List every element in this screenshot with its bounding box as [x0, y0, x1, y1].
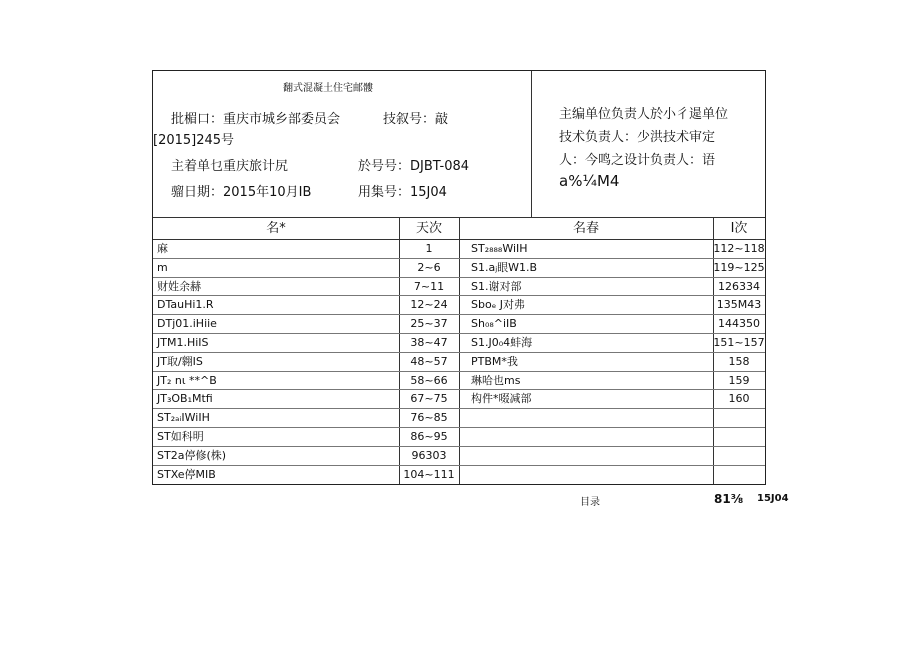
document-frame	[152, 70, 766, 485]
row-pages-right: 135M43	[716, 298, 762, 312]
row-pages-left: 1	[425, 242, 433, 255]
row-name-left: ST如科明	[157, 430, 204, 443]
row-pages-right: 112~118	[713, 242, 765, 255]
approval-text: 批楣口：重庆市城乡部委员会	[171, 112, 341, 127]
row-pages-right: 119~125	[713, 260, 765, 274]
doc-number: [2015]245号	[153, 133, 235, 148]
row-name-left: ST₂ₐᵢIWiIH	[157, 411, 210, 425]
table-row-line	[153, 446, 765, 447]
table-row-line	[153, 408, 765, 409]
header-name-2: 名春	[572, 221, 599, 236]
row-pages-left: 12~24	[410, 298, 448, 312]
table-row-line	[153, 295, 765, 296]
row-pages-right: 159	[728, 373, 750, 387]
row-pages-left: 76~85	[410, 411, 448, 425]
row-pages-left: 25~37	[410, 317, 448, 331]
row-pages-left: 96303	[411, 448, 447, 462]
row-pages-left: 58~66	[410, 373, 448, 387]
table-row-line	[153, 333, 765, 334]
row-pages-right: 144350	[718, 317, 760, 331]
table-row-line	[153, 427, 765, 428]
table-row-line	[153, 277, 765, 278]
table-row-line	[153, 389, 765, 390]
row-name-right: 构件*啜减部	[471, 392, 532, 406]
row-name-left: 财姓余赫	[157, 279, 201, 293]
responsible-line-2: 技术负责人：少洪技术审定	[559, 130, 716, 145]
row-pages-right: 160	[728, 392, 750, 406]
row-name-left: 麻	[157, 242, 168, 255]
row-name-left: JT₃OB₁Mtfi	[157, 392, 213, 406]
row-pages-left: 38~47	[410, 336, 448, 349]
responsible-line-4: a%¼M4	[559, 172, 620, 190]
row-name-right: Sh₀₈^iIB	[471, 317, 517, 331]
header-name-1: 名*	[266, 221, 286, 236]
responsible-line-3: 人：今鸣之设计负责人：语	[559, 153, 716, 168]
header-pages-2: I次	[730, 221, 748, 236]
footer-page: 81⅜	[714, 492, 744, 506]
row-pages-right: 158	[728, 354, 750, 368]
row-name-right: S1.J0₀4蚌海	[471, 336, 533, 349]
row-pages-left: 2~6	[417, 260, 441, 274]
header-pages-1: 天次	[415, 221, 442, 236]
table-row-line	[153, 371, 765, 372]
row-name-left: DTauHi1.R	[157, 298, 214, 312]
collection-number: 用集号：15J04	[358, 185, 447, 200]
doc-title: 翻式混凝土住宅邮髏	[283, 83, 373, 94]
standard-number: 於号号：DJBT-084	[358, 159, 470, 174]
date-text: 骝日期：2015年10月IB	[171, 185, 312, 200]
row-name-right: 琳哈也ms	[471, 373, 521, 387]
row-name-left: JT取/翱IS	[157, 354, 203, 368]
row-pages-left: 86~95	[410, 430, 448, 443]
row-name-right: ST₂₈₈₈WiIH	[471, 242, 528, 255]
table-row-line	[153, 465, 765, 466]
row-name-right: PTBM*我	[471, 354, 518, 368]
row-name-left: ST2a停修(株)	[157, 448, 227, 462]
table-row-line	[153, 352, 765, 353]
row-pages-right: 151~157	[713, 336, 765, 349]
row-pages-left: 67~75	[410, 392, 448, 406]
row-name-right: S1.谢对部	[471, 279, 522, 293]
row-name-left: DTj01.iHiie	[157, 317, 217, 331]
row-pages-left: 104~111	[403, 467, 455, 481]
row-name-left: JT₂ nι **^B	[157, 373, 217, 387]
tech-number: 技叙号：敲	[383, 112, 449, 127]
row-name-left: STXe停MIB	[157, 467, 216, 481]
footer-label: 目录	[580, 497, 600, 508]
table-header-line	[153, 239, 765, 240]
footer-code: 15J04	[757, 493, 789, 504]
row-name-right: Sboₑ J对弗	[471, 298, 526, 312]
table-row-line	[153, 314, 765, 315]
row-name-right: S1.aⱼ眼W1.B	[471, 260, 538, 274]
row-pages-left: 7~11	[413, 279, 445, 293]
row-name-left: m	[157, 260, 168, 274]
contents-table	[153, 217, 765, 484]
header-divider	[531, 71, 532, 217]
editor-unit: 主着单乜重庆旅计尻	[171, 159, 289, 174]
table-row-line	[153, 258, 765, 259]
responsible-line-1: 主编单位负责人於小彳遈单位	[559, 107, 729, 122]
row-name-left: JTM1.HiIS	[157, 336, 209, 349]
row-pages-left: 48~57	[410, 354, 448, 368]
row-pages-right: 126334	[718, 279, 760, 293]
